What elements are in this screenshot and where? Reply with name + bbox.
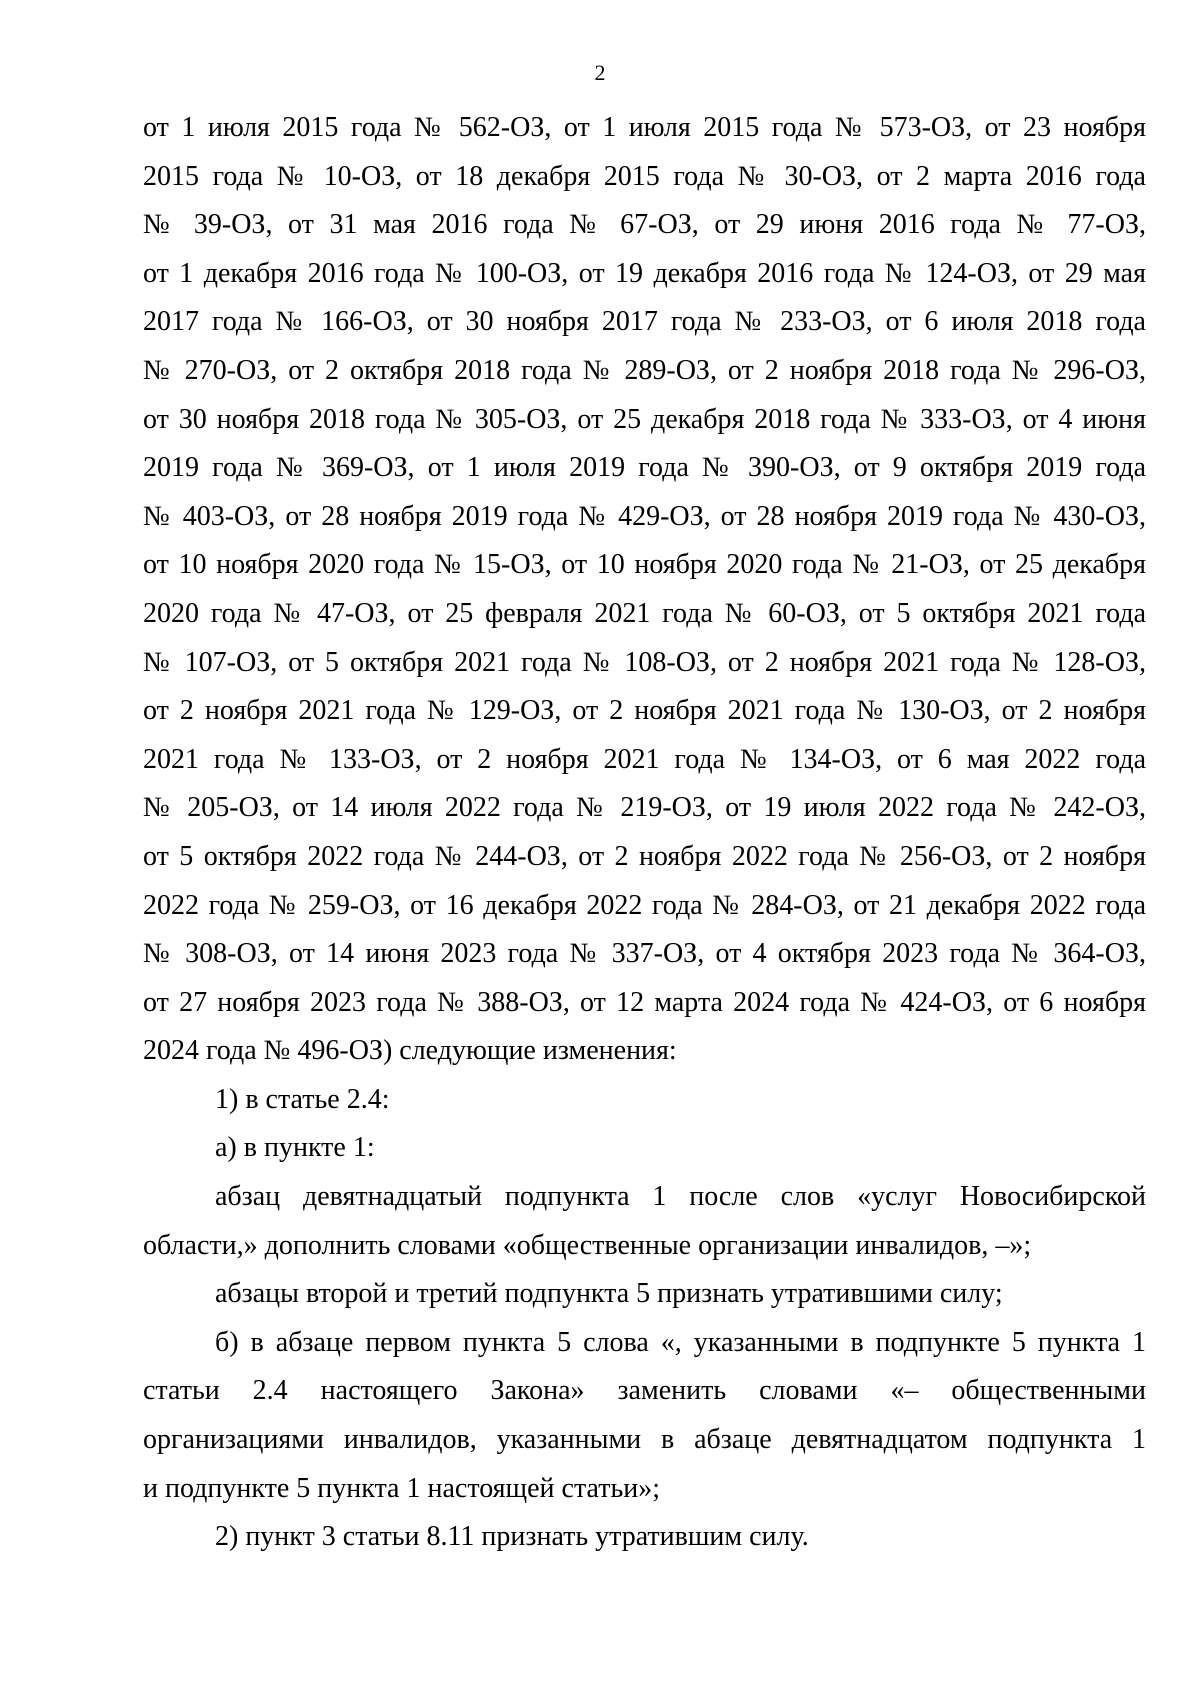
- text-line: от 30 ноября 2018 года № 305-ОЗ, от 25 декабря 2018 года № 333-ОЗ, от 4 июня: [143, 403, 1146, 435]
- text-line: 2017 года № 166-ОЗ, от 30 ноября 2017 года № 233-ОЗ, от 6 июля 2018 года: [143, 306, 1146, 338]
- text-line: № 39-ОЗ, от 31 мая 2016 года № 67-ОЗ, от 29 июня 2016 года № 77-ОЗ,: [143, 209, 1146, 241]
- text-line: и подпункте 5 пункта 1 настоящей статьи»;: [143, 1472, 660, 1504]
- text-line: абзацы второй и третий подпункта 5 признать утратившими силу;: [215, 1278, 1003, 1310]
- text-line: 2015 года № 10-ОЗ, от 18 декабря 2015 года № 30-ОЗ, от 2 марта 2016 года: [143, 160, 1146, 192]
- text-line: организациями инвалидов, указанными в абзаце девятнадцатом подпункта 1: [143, 1424, 1146, 1456]
- text-line: 1) в статье 2.4:: [215, 1083, 390, 1115]
- text-line: от 1 декабря 2016 года № 100-ОЗ, от 19 декабря 2016 года № 124-ОЗ, от 29 мая: [143, 257, 1146, 289]
- text-line: 2) пункт 3 статьи 8.11 признать утратившим силу.: [215, 1521, 809, 1553]
- text-line: абзац девятнадцатый подпункта 1 после слов «услуг Новосибирской: [215, 1181, 1146, 1213]
- text-line: статьи 2.4 настоящего Закона» заменить словами «– общественными: [143, 1375, 1146, 1407]
- text-line: № 308-ОЗ, от 14 июня 2023 года № 337-ОЗ, от 4 октября 2023 года № 364-ОЗ,: [143, 938, 1146, 970]
- text-line: б) в абзаце первом пункта 5 слова «, указанными в подпункте 5 пункта 1: [215, 1326, 1146, 1358]
- text-line: от 2 ноября 2021 года № 129-ОЗ, от 2 ноября 2021 года № 130-ОЗ, от 2 ноября: [143, 695, 1146, 727]
- text-line: а) в пункте 1:: [215, 1132, 375, 1164]
- text-line: 2022 года № 259-ОЗ, от 16 декабря 2022 года № 284-ОЗ, от 21 декабря 2022 года: [143, 889, 1146, 921]
- text-line: № 403-ОЗ, от 28 ноября 2019 года № 429-ОЗ, от 28 ноября 2019 года № 430-ОЗ,: [143, 500, 1146, 532]
- text-line: № 107-ОЗ, от 5 октября 2021 года № 108-ОЗ, от 2 ноября 2021 года № 128-ОЗ,: [143, 646, 1146, 678]
- document-body: [143, 104, 1146, 1562]
- text-line: 2020 года № 47-ОЗ, от 25 февраля 2021 года № 60-ОЗ, от 5 октября 2021 года: [143, 597, 1146, 629]
- text-line: № 205-ОЗ, от 14 июля 2022 года № 219-ОЗ, от 19 июля 2022 года № 242-ОЗ,: [143, 792, 1146, 824]
- page-number: 2: [594, 60, 606, 85]
- text-line: области,» дополнить словами «общественные организации инвалидов, –»;: [143, 1229, 1032, 1261]
- text-line: 2019 года № 369-ОЗ, от 1 июля 2019 года № 390-ОЗ, от 9 октября 2019 года: [143, 452, 1146, 484]
- text-line: 2024 года № 496-ОЗ) следующие изменения:: [143, 1035, 677, 1067]
- text-line: от 10 ноября 2020 года № 15-ОЗ, от 10 ноября 2020 года № 21-ОЗ, от 25 декабря: [143, 549, 1146, 581]
- text-line: от 1 июля 2015 года № 562-ОЗ, от 1 июля 2015 года № 573-ОЗ, от 23 ноября: [143, 112, 1146, 143]
- text-line: 2021 года № 133-ОЗ, от 2 ноября 2021 года № 134-ОЗ, от 6 мая 2022 года: [143, 743, 1146, 775]
- text-line: от 27 ноября 2023 года № 388-ОЗ, от 12 марта 2024 года № 424-ОЗ, от 6 ноября: [143, 986, 1146, 1018]
- text-line: № 270-ОЗ, от 2 октября 2018 года № 289-ОЗ, от 2 ноября 2018 года № 296-ОЗ,: [143, 354, 1146, 386]
- text-line: от 5 октября 2022 года № 244-ОЗ, от 2 ноября 2022 года № 256-ОЗ, от 2 ноября: [143, 840, 1146, 872]
